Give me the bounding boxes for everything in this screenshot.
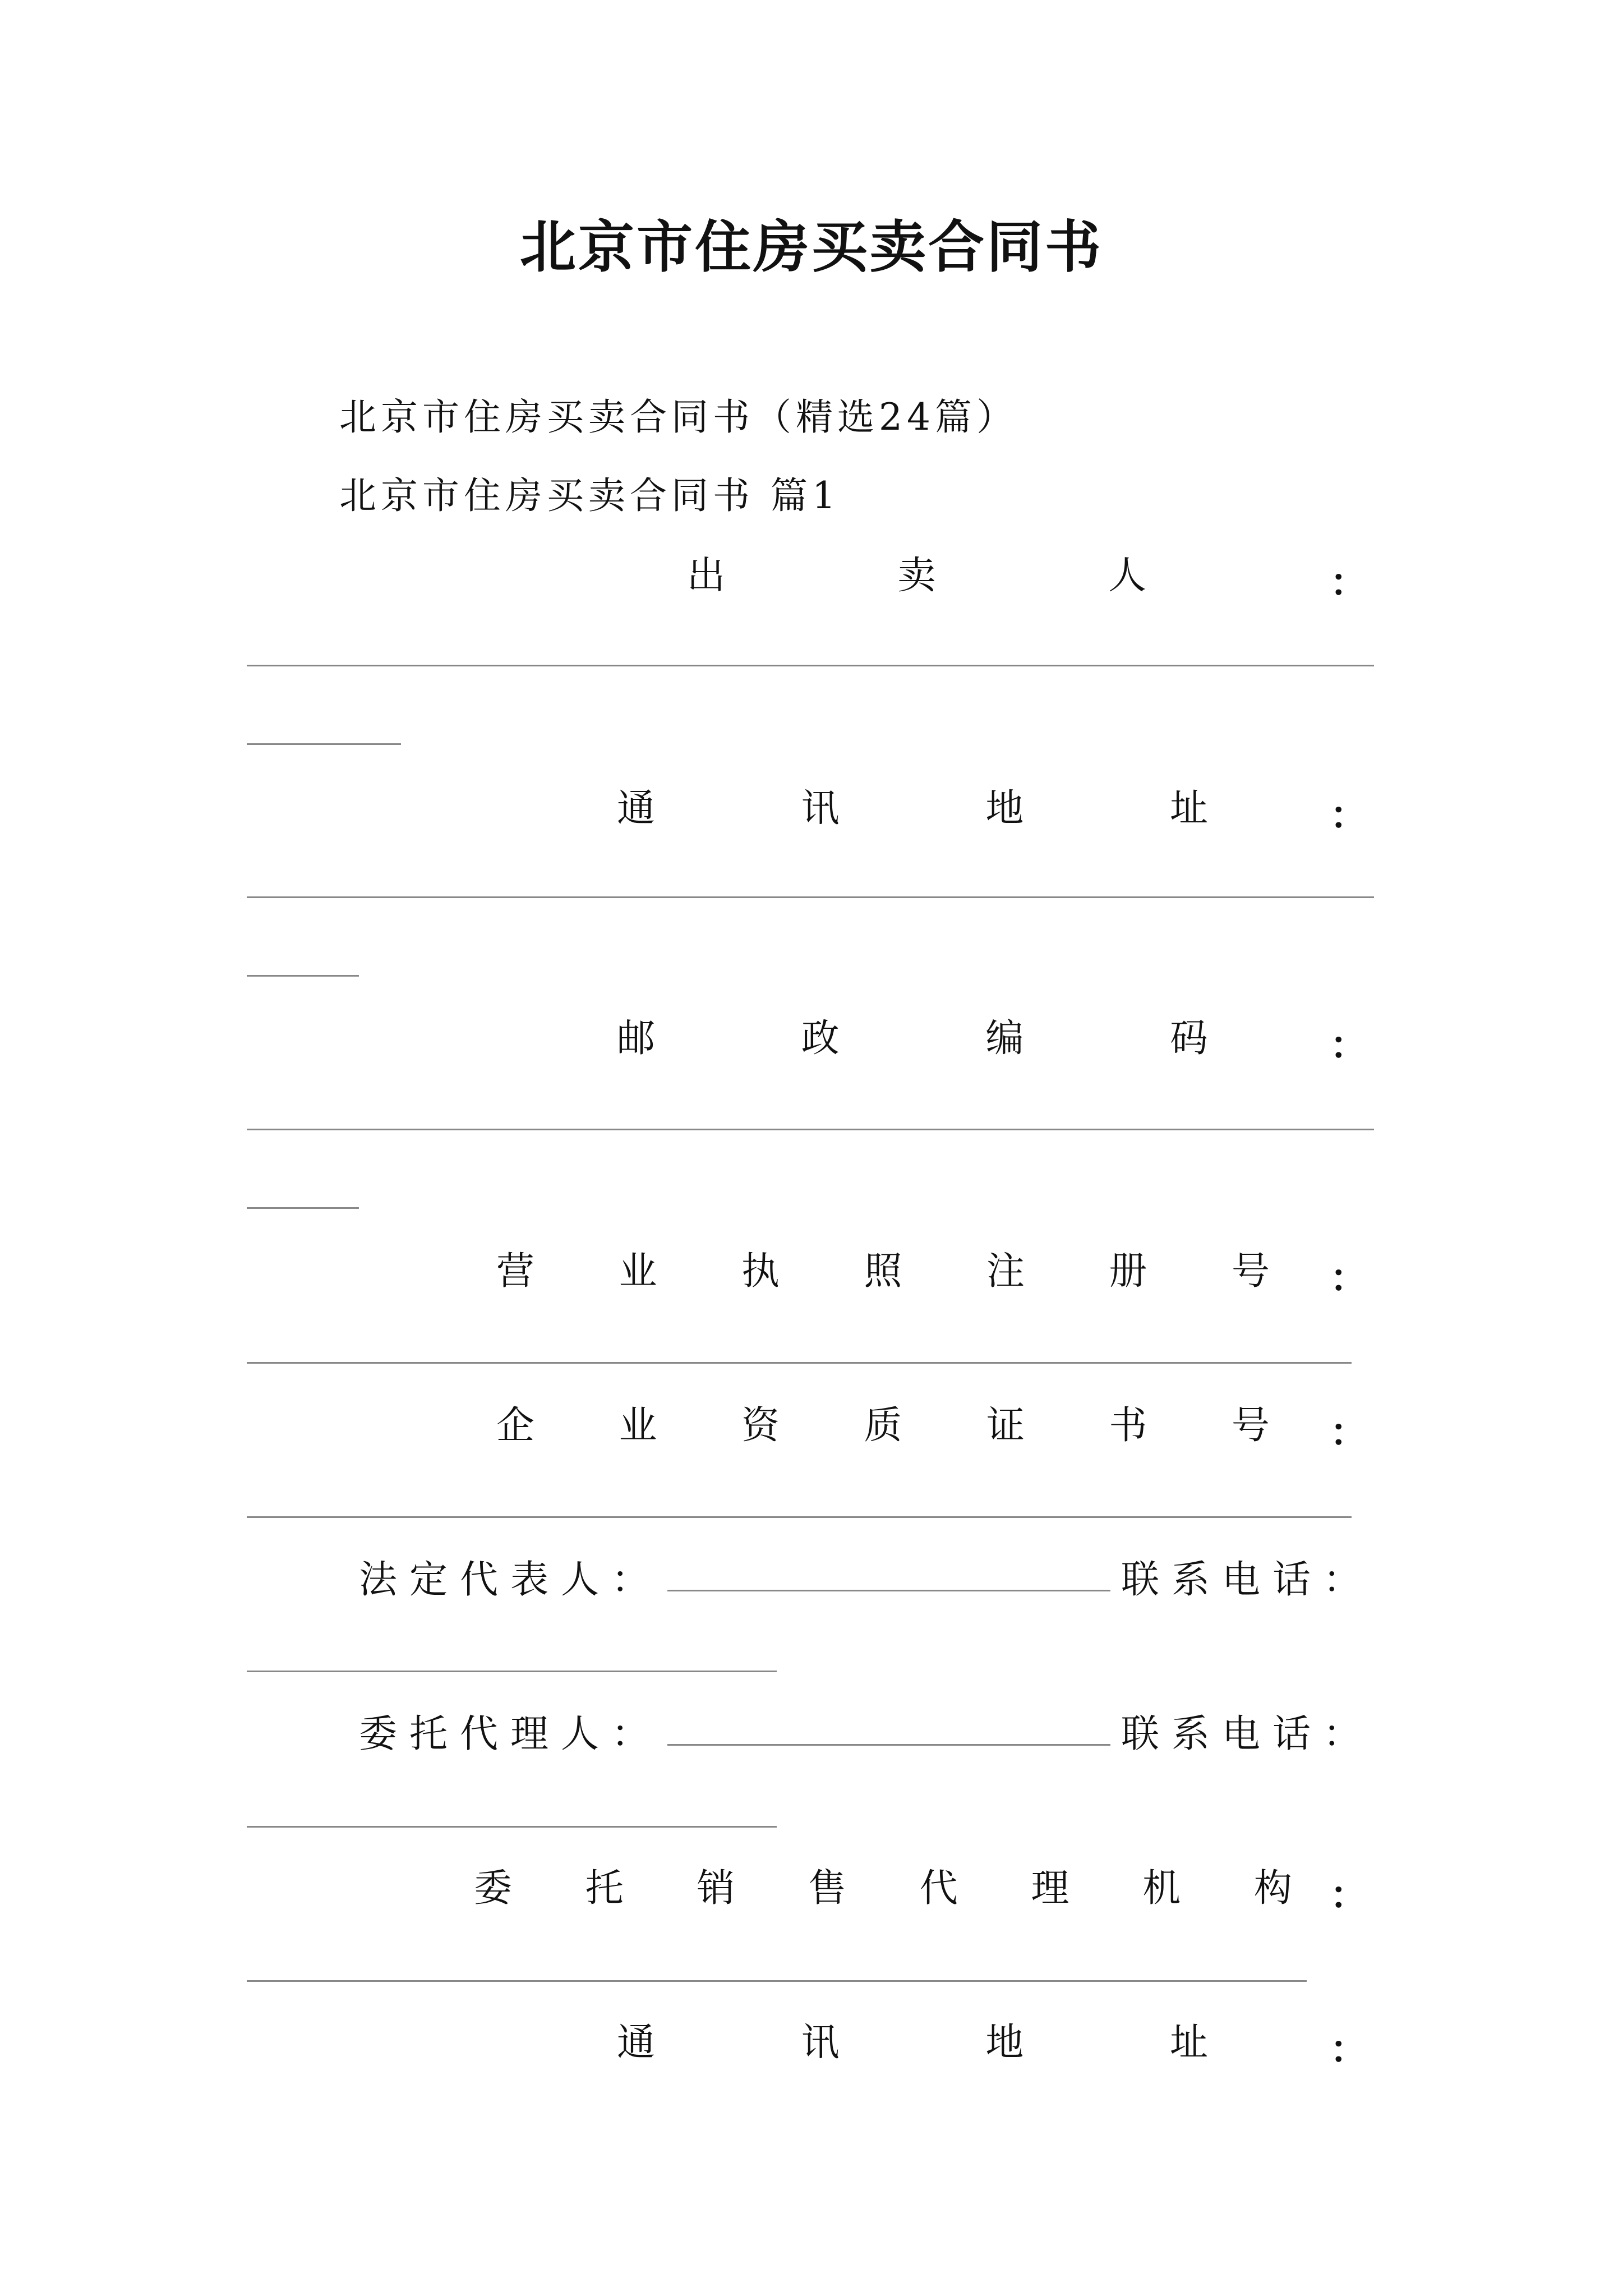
address-label: 通 讯 地 址 [617,786,1208,831]
sales-agency-label: 委 托 销 售 代 理 机 构 [474,1866,1292,1911]
legal-rep-phone-label: 联系电话： [1121,1557,1373,1602]
agency-address-colon: ： [1329,2027,1368,2072]
seller-colon: ： [1329,560,1368,605]
document-subtitle: 北京市住房买卖合同书（精选24篇） [339,395,1018,439]
qualification-label: 企 业 资 质 证 书 号 [496,1403,1270,1448]
license-blank-line [247,1362,1352,1364]
document-title: 北京市住房买卖合同书 [520,214,1103,280]
postcode-blank-line [247,1129,1374,1130]
legal-rep-blank [667,1562,1110,1591]
agency-address-label: 通 讯 地 址 [617,2020,1208,2065]
postcode-blank-line-cont [247,1207,359,1209]
legal-rep-phone-blank [247,1671,777,1672]
qualification-colon: ： [1329,1410,1368,1455]
section-heading: 北京市住房买卖合同书 篇1 [339,474,840,517]
postcode-label: 邮 政 编 码 [617,1016,1208,1061]
legal-rep-row [359,1548,1373,1604]
seller-blank-line [247,665,1374,666]
postcode-colon: ： [1329,1023,1368,1068]
address-blank-line [247,896,1374,898]
sales-agency-blank-line [247,1980,1307,1982]
agent-row [359,1703,1373,1759]
license-label: 营 业 执 照 注 册 号 [496,1249,1270,1294]
sales-agency-colon: ： [1329,1873,1368,1918]
agent-phone-blank [247,1826,777,1828]
license-colon: ： [1329,1256,1368,1301]
agent-blank [667,1716,1110,1746]
agent-phone-label: 联系电话： [1121,1711,1373,1756]
seller-blank-line-cont [247,743,401,745]
qualification-blank-line [247,1516,1352,1518]
legal-rep-label: 法定代表人： [359,1557,662,1602]
seller-label: 出 卖 人 [687,553,1146,598]
address-blank-line-cont [247,975,359,977]
address-colon: ： [1329,793,1368,838]
agent-label: 委托代理人： [359,1711,662,1756]
